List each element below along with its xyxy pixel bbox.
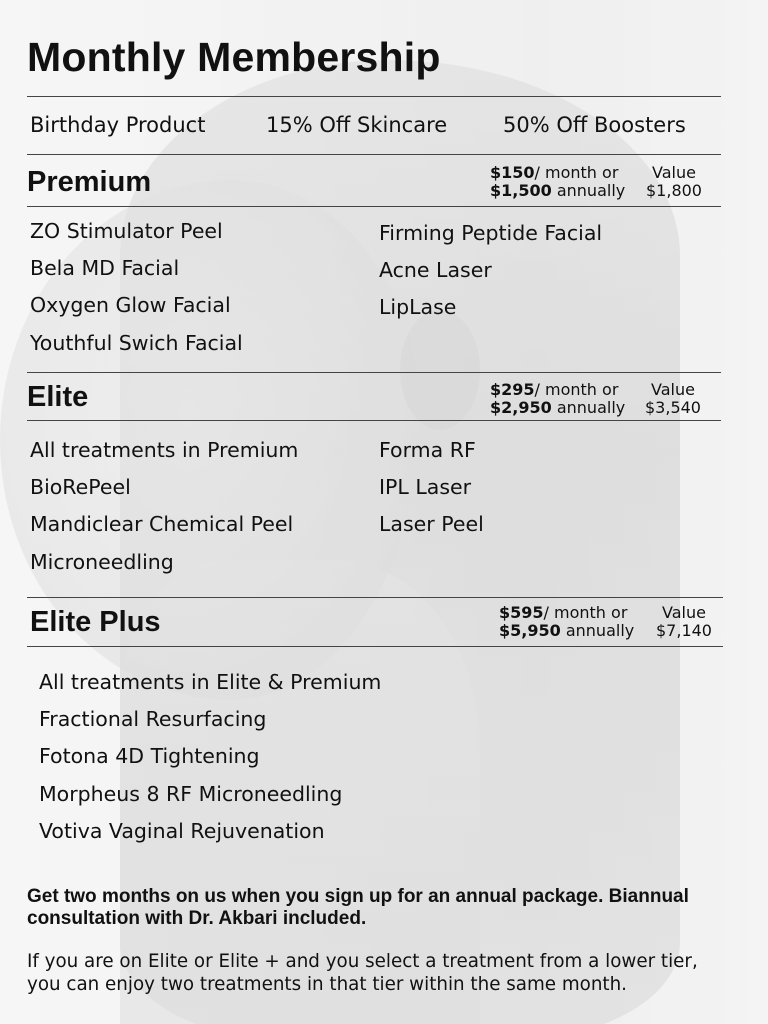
annual-price: $5,950: [499, 621, 561, 640]
monthly-suffix: / month or: [534, 380, 619, 399]
value-amount: $1,800: [646, 181, 702, 200]
tier-value: [645, 381, 701, 417]
treatment-item: Microneedling: [30, 549, 174, 574]
treatment-item: All treatments in Premium: [30, 438, 299, 462]
treatment-list-left: [30, 438, 298, 587]
treatment-item: Votiva Vaginal Rejuvenation: [39, 818, 325, 843]
divider: [27, 154, 721, 155]
treatment-item: Oxygen Glow Facial: [30, 293, 231, 318]
perk-birthday-product: Birthday Product: [30, 113, 206, 137]
treatment-item: Laser Peel: [379, 512, 484, 537]
annual-price: $1,500: [490, 181, 552, 200]
treatment-item: Bela MD Facial: [30, 256, 180, 281]
treatment-item: Forma RF: [379, 438, 476, 462]
value-label: Value: [651, 380, 695, 399]
annual-price: $2,950: [490, 398, 552, 417]
tier-price: [490, 164, 625, 200]
perk-skincare-discount: 15% Off Skincare: [266, 113, 448, 137]
treatment-item: Fotona 4D Tightening: [39, 744, 260, 769]
divider: [27, 206, 721, 207]
tier-price: [490, 381, 625, 417]
treatment-item: All treatments in Elite & Premium: [39, 670, 382, 694]
treatment-item: ZO Stimulator Peel: [30, 219, 223, 243]
monthly-suffix: / month or: [534, 163, 619, 182]
monthly-price: $595: [499, 603, 544, 622]
value-amount: $3,540: [645, 398, 701, 417]
treatment-item: Fractional Resurfacing: [39, 707, 267, 732]
tier-name: Elite: [27, 381, 89, 413]
value-label: Value: [652, 163, 696, 182]
perk-boosters-discount: 50% Off Boosters: [503, 113, 686, 137]
page-title: Monthly Membership: [27, 34, 441, 80]
treatment-item: Youthful Swich Facial: [30, 330, 243, 355]
treatment-item: Mandiclear Chemical Peel: [30, 512, 294, 537]
divider: [27, 420, 721, 421]
treatment-item: Firming Peptide Facial: [379, 221, 603, 245]
monthly-suffix: / month or: [543, 603, 628, 622]
treatment-list: [39, 670, 381, 856]
treatment-list-right: [379, 221, 602, 333]
treatment-item: Acne Laser: [379, 258, 492, 283]
treatment-item: BioRePeel: [30, 475, 131, 500]
tier-value: [656, 604, 712, 640]
annual-suffix: annually: [551, 398, 626, 417]
divider: [27, 646, 723, 647]
monthly-price: $295: [490, 380, 535, 399]
treatment-item: IPL Laser: [379, 475, 472, 500]
treatment-item: LipLase: [379, 295, 457, 320]
tier-value: [646, 164, 702, 200]
treatment-list-right: [379, 438, 484, 550]
treatment-list-left: [30, 219, 243, 368]
tier-price: [499, 604, 634, 640]
divider: [27, 96, 721, 97]
divider: [27, 372, 721, 373]
tier-name: Premium: [27, 166, 152, 198]
value-amount: $7,140: [656, 621, 712, 640]
monthly-price: $150: [490, 163, 535, 182]
annual-promo: Get two months on us when you sign up for an annual package. Biannual consultation with Dr. Akbari included.: [27, 886, 689, 929]
divider: [27, 597, 723, 598]
treatment-item: Morpheus 8 RF Microneedling: [39, 781, 343, 806]
tier-name: Elite Plus: [30, 606, 161, 638]
tier-note: If you are on Elite or Elite + and you select a treatment from a lower tier, you can enjoy two treatments in that tier within the same month.: [27, 951, 698, 995]
annual-suffix: annually: [551, 181, 626, 200]
annual-suffix: annually: [560, 621, 635, 640]
value-label: Value: [662, 603, 706, 622]
